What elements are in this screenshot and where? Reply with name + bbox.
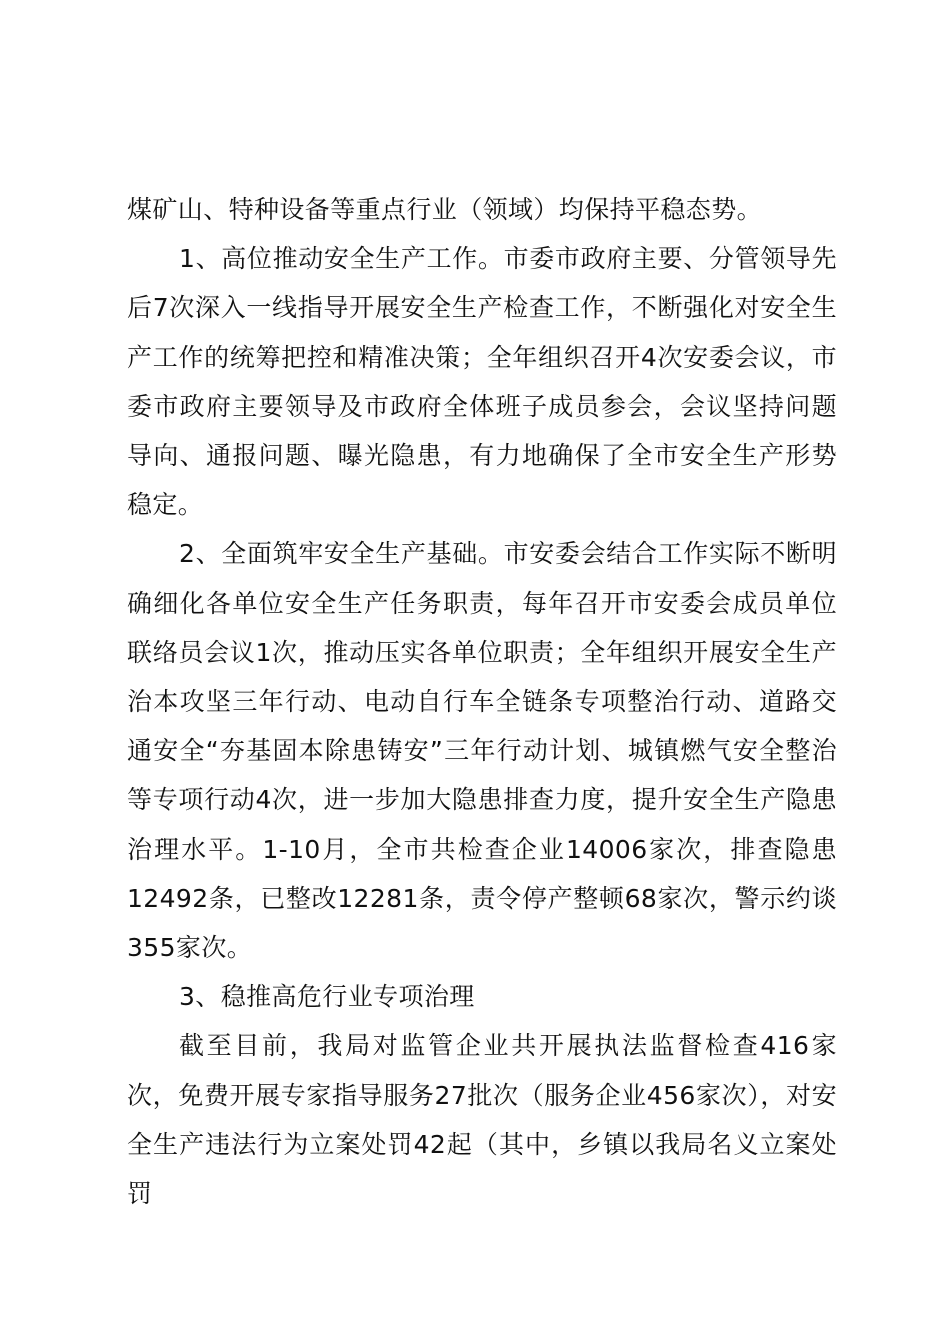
- paragraph-item-2: 2、全面筑牢安全生产基础。市安委会结合工作实际不断明确细化各单位安全生产任务职责，每年召开市安委会成员单位联络员会议1次，推动压实各单位职责；全年组织开展安全生产治本攻坚三年行动、电动自行车全链条专项整治行动、道路交通安全“夯基固本除患铸安”三年行动计划、城镇燃气安全整治等专项行动4次，进一步加大隐患排查力度，提升安全生产隐患治理水平。1-10月，全市共检查企业14006家次，排查隐患12492条，已整改12281条，责令停产整顿68家次，警示约谈355家次。: [127, 539, 837, 963]
- paragraph-item-1: 1、高位推动安全生产工作。市委市政府主要、分管领导先后7次深入一线指导开展安全生产检查工作，不断强化对安全生产工作的统筹把控和精准决策；全年组织召开4次安委会议，市委市政府主要领导及市政府全体班子成员参会，会议坚持问题导向、通报问题、曝光隐患，有力地确保了全市安全生产形势稳定。: [127, 244, 837, 520]
- document-body: [127, 185, 837, 1218]
- paragraph-heading-3: 3、稳推高危行业专项治理: [179, 982, 475, 1012]
- paragraph-item-3-body: 截至目前，我局对监管企业共开展执法监督检查416家次，免费开展专家指导服务27批次（服务企业456家次），对安全生产违法行为立案处罚42起（其中，乡镇以我局名义立案处罚: [127, 1031, 837, 1209]
- paragraph-continuation: 煤矿山、特种设备等重点行业（领域）均保持平稳态势。: [127, 195, 763, 224]
